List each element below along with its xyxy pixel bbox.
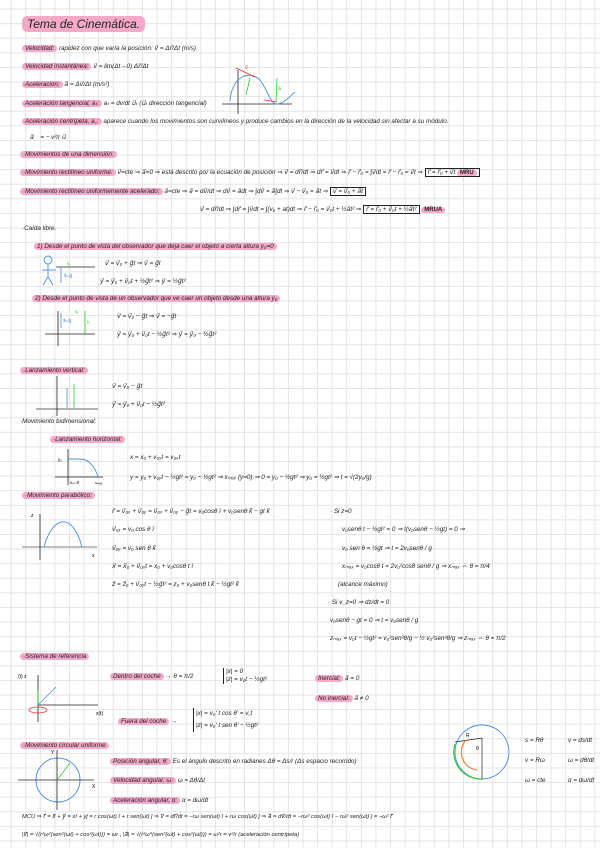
caida-1-eq-1: v⃗ = v⃗₀ + g⃗t ⇒ v⃗ = g⃗t <box>105 260 161 267</box>
y0-label: y₀ <box>67 261 72 266</box>
mrua-box-1: v⃗ = v⃗₀ + a⃗t <box>330 187 366 196</box>
parabolico-heading: ·Movimiento parabólico: <box>22 491 95 500</box>
bidimensional-heading: ·Movimiento bidimensional: <box>20 418 97 425</box>
caida-libre-heading: ·Caída libre. <box>22 225 57 232</box>
stick-figure-diagram <box>40 255 100 295</box>
mru-badge: MRU <box>457 170 477 176</box>
parabolic-diagram <box>22 512 102 562</box>
height-label: h <box>87 320 90 325</box>
parabolico-right-eq: · Si v_z=0 ⇒ dz/dt = 0 <box>328 599 390 606</box>
parabolico-right-eq: v₀senθ t − ½gt² = 0 ⇒ t(v₀senθ − ½gt) = 0 ⇒ <box>342 526 465 533</box>
fuera-coche-system: |x| = v₀' t cos θ' = v꜀t |z| = v₀' t sen θ' − ½gt² <box>193 708 258 732</box>
parabolico-right-eq: (alcance máximo) <box>338 581 388 588</box>
caida-2-eq-1: v⃗ = v⃗₀ − g⃗t ⇒ v⃗ = −g⃗t <box>117 313 177 320</box>
fuera-coche: Fuera del coche → <box>118 717 177 726</box>
mrua-badge: MRUA <box>421 207 445 213</box>
mru-line: ·Movimiento rectilíneo uniforme: v⃗=cte ⇒ a⃗=0 ⇒ está descrito por la ecuación de posición ⇒ v⃗ = dr⃗/dt ⇒ dr⃗ = v⃗dt ⇒ r⃗ − r⃗₀ = ∫v⃗dt = r⃗ − r⃗₀ = v⃗t ⇒ r⃗ = r⃗₀ + v⃗t MRU <box>20 168 480 178</box>
parabolico-left-eq: v⃗₀ₓ = v₀ cos θ î <box>112 526 154 533</box>
radius-label: R <box>466 733 470 739</box>
lanzamiento-horizontal-heading: ·Lanzamiento horizontal: <box>50 435 125 444</box>
mrua-line: ·Movimiento rectilíneo uniformemente acelerado: a⃗=cte ⇒ a⃗ = dv⃗/dt ⇒ dv⃗ = a⃗dt ⇒ ∫dv⃗ = a⃗∫dt ⇒ v⃗ − v⃗₀ = a⃗t ⇒ v⃗ = v⃗₀ + a⃗t <box>20 187 366 196</box>
lanzamiento-vertical-eq-2: y⃗ = y⃗₀ + v⃗₀t − ½g⃗t² <box>112 401 165 408</box>
y-axis-label: Y <box>51 750 55 756</box>
mru-box: r⃗ = r⃗₀ + v⃗t MRU <box>425 168 480 177</box>
aceleracion-centripeta-def: Aceleración centrípeta, a꜀: aparece cuando los movimientos son curvilíneos y produce cambios en la dirección de la velocidad sin afectar a su módulo. <box>22 117 448 126</box>
horizontal-launch-diagram <box>55 447 115 487</box>
mrua-line-2: v⃗ = dr⃗/dt ⇒ ∫dr⃗ = ∫v⃗dt = ∫(v₀ + at)dt ⇒ r⃗ − r⃗₀ = v⃗₀t + ½a⃗t² ⇒ r⃗ = r⃗₀ + v⃗₀t + ½a⃗t² MRUA <box>200 205 445 215</box>
caida-case-1: 1) Desde el punto de vista del observador que deja caer el objeto a cierta altura y₀=0 <box>34 242 277 251</box>
aceleracion-angular: Aceleración angular, α: α = dω/dt <box>110 796 208 805</box>
dentro-coche-system: |x| = 0 |z| = v₀t − ½gt² <box>223 668 267 684</box>
velocidad-angular: Velocidad angular, ω: ω = Δθ/Δt <box>110 776 205 785</box>
page-title: Tema de Cinemática. <box>22 20 145 31</box>
parabolico-left-eq: r⃗ = v⃗₀ₓ + v⃗₀ᵧ = v⃗₀ₓ + v⃗₀ᵧ − g⃗t = v₀cosθ î + v₀senθ k̂ − gt k̂ <box>112 508 270 515</box>
reference-frame-diagram <box>18 670 108 730</box>
parabolico-right-eq: xₘₐₓ = v₀cosθ t = 2v₀²cosθ senθ / g ⇒ xₘₐₓ ⇔ θ = π/4 <box>342 563 490 570</box>
acceleration-label: a⃗ <box>278 86 282 92</box>
x-axis-label: x <box>92 553 95 559</box>
mcu-derivation: MCU ⇒ r⃗ = x⃗ + y⃗ = xî + yĵ = r cos(ωt) î + r sen(ωt) ĵ ⇒ v⃗ = dr⃗/dt = −rω sen(ωt) î + rω cos(ωt) ĵ ⇒ a⃗ = dv⃗/dt = −rω² cos(ωt) î − rω² sen(ωt) ĵ = −ω² r⃗ <box>22 814 393 820</box>
una-dimension-heading: ·Movimientos de una dimensión: <box>20 150 117 159</box>
theta-label: θ <box>476 746 479 752</box>
vertical-launch-diagram <box>36 376 101 416</box>
curve-vectors-diagram <box>220 60 300 110</box>
z-axis-label: (t) z <box>18 674 27 680</box>
z-axis-label: z <box>31 513 34 519</box>
aceleracion-def: Aceleración: a⃗ = Δv⃗/Δt (m/s²) <box>22 80 109 89</box>
velocidad-instantanea-def: Velocidad instantánea: v⃗ = lim(Δt→0) Δr⃗/Δt <box>22 62 148 71</box>
y0-label-2: y₀ <box>75 309 80 314</box>
parabolico-right-eq: zₘₐₓ = v₀t − ½gt² = v₀²sen²θ/g − ½ v₀²sen²θ/g ⇒ zₘₐₓ ⇔ θ = π/2 <box>330 635 506 642</box>
horizontal-eq-2: y = y₀ + v₀ᵧt − ½gt² = y₀ − ½gt² ⇒ xₘₐₓ (y=0) ⇒ 0 = y₀ − ½gt² ⇒ y₀ = ½gt² ⇒ t = √(2y₀/g) <box>130 474 372 481</box>
relation: ω = dθ/dt <box>568 757 594 764</box>
caida-2-eq-2: y⃗ = y⃗₀ + v⃗₀t − ½g⃗t² ⇒ y⃗ = y⃗₀ − ½g⃗t² <box>117 331 217 338</box>
x-axis-label: x(t) <box>96 711 104 717</box>
relation: v = Rω <box>525 757 545 764</box>
relation: v = ds/dt <box>568 737 592 744</box>
parabolico-right-eq: v₀senθ − gt = 0 ⇒ t = v₀senθ / g <box>330 617 419 624</box>
caida-1-eq-2: y⃗ = y⃗₀ + v⃗₀t + ½g⃗t² ⇒ y⃗ = ½g⃗t² <box>100 278 186 285</box>
lanzamiento-vertical-eq-1: v⃗ = v⃗₀ − g⃗t <box>112 383 143 390</box>
horizontal-eq-1: x = x₀ + v₀ₓt = v₀ₓt <box>130 454 181 461</box>
arc-diagram <box>452 722 512 782</box>
sistema-referencia-heading: ·Sistema de referencia <box>20 652 89 661</box>
centripeta-equation: a⃗꜀ = − v²/r u⃗ <box>30 134 67 141</box>
x-axis-label: X <box>92 784 96 790</box>
parabolico-right-eq: v₀ sen θ = ½gt ⇒ t = 2v₀senθ / g <box>342 545 432 552</box>
gravity-label-2: a⃗=g⃗ <box>63 318 72 323</box>
xmax-label: xₘₐₓ <box>95 480 103 485</box>
y0-axis-label: y₀ <box>58 457 63 462</box>
mcu-modulos: |v⃗| = √(r²ω²(sen²(ωt) + cos²(ωt))) = ωr , |a⃗| = √(r²ω⁴(sen²(ωt) + cos²(ωt))) = ω²r = v²/r (aceleración centrípeta) <box>22 832 300 838</box>
circle-axes-diagram <box>18 750 98 810</box>
no-inercial: No inercial: a⃗ ≠ 0 <box>315 694 369 703</box>
mrua-box-2: r⃗ = r⃗₀ + v⃗₀t + ½a⃗t² <box>363 205 419 214</box>
velocidad-def: Velocidad: rapidez con que varía la posición: v⃗ = Δr⃗/Δt (m/s) <box>22 44 196 53</box>
falling-object-diagram <box>45 308 100 348</box>
parabolico-right-eq: · Si z=0 <box>330 508 352 515</box>
velocity-label: v⃗ <box>245 65 248 71</box>
parabolico-left-eq: v⃗₀ᵧ = v₀ sen θ k̂ <box>112 545 156 552</box>
x0-label: x₀=0 <box>70 480 80 485</box>
relation: ω = cte <box>525 777 546 784</box>
parabolico-left-eq: z⃗ = z⃗₀ + v⃗₀ᵧt − ½g⃗t² = z₀ + v₀senθ t k̂ − ½gt² k̂ <box>112 581 239 588</box>
inercial: Inercial: a⃗ = 0 <box>315 674 359 683</box>
aceleracion-tangencial-def: Aceleración tangencial, aₜ: aₜ = dv/dt u⃗ₜ (u⃗ₜ dirección tangencial) <box>22 99 207 108</box>
relation: s = Rθ <box>525 737 544 744</box>
lanzamiento-vertical-heading: ·Lanzamiento vertical: <box>20 366 88 375</box>
posicion-angular: Posición angular, θ: Es el ángulo descrito en radianes Δθ = Δs/r (Δs espacio recorrido) <box>110 757 357 766</box>
relation: α = dω/dt <box>568 777 595 784</box>
caida-case-2: 2) Desde el punto de vista de un observador que ve caer un objeto desde una altura y₀ <box>32 294 280 303</box>
parabolico-left-eq: x⃗ = x⃗₀ + v⃗₀ₓt = x₀ + v₀cosθ t î <box>112 563 194 570</box>
gravity-label: a⃗=g⃗ <box>64 273 73 278</box>
circular-heading: ·Movimiento circular uniforme <box>20 741 109 750</box>
dentro-coche: Dentro del coche → θ = π/2 <box>110 672 193 681</box>
